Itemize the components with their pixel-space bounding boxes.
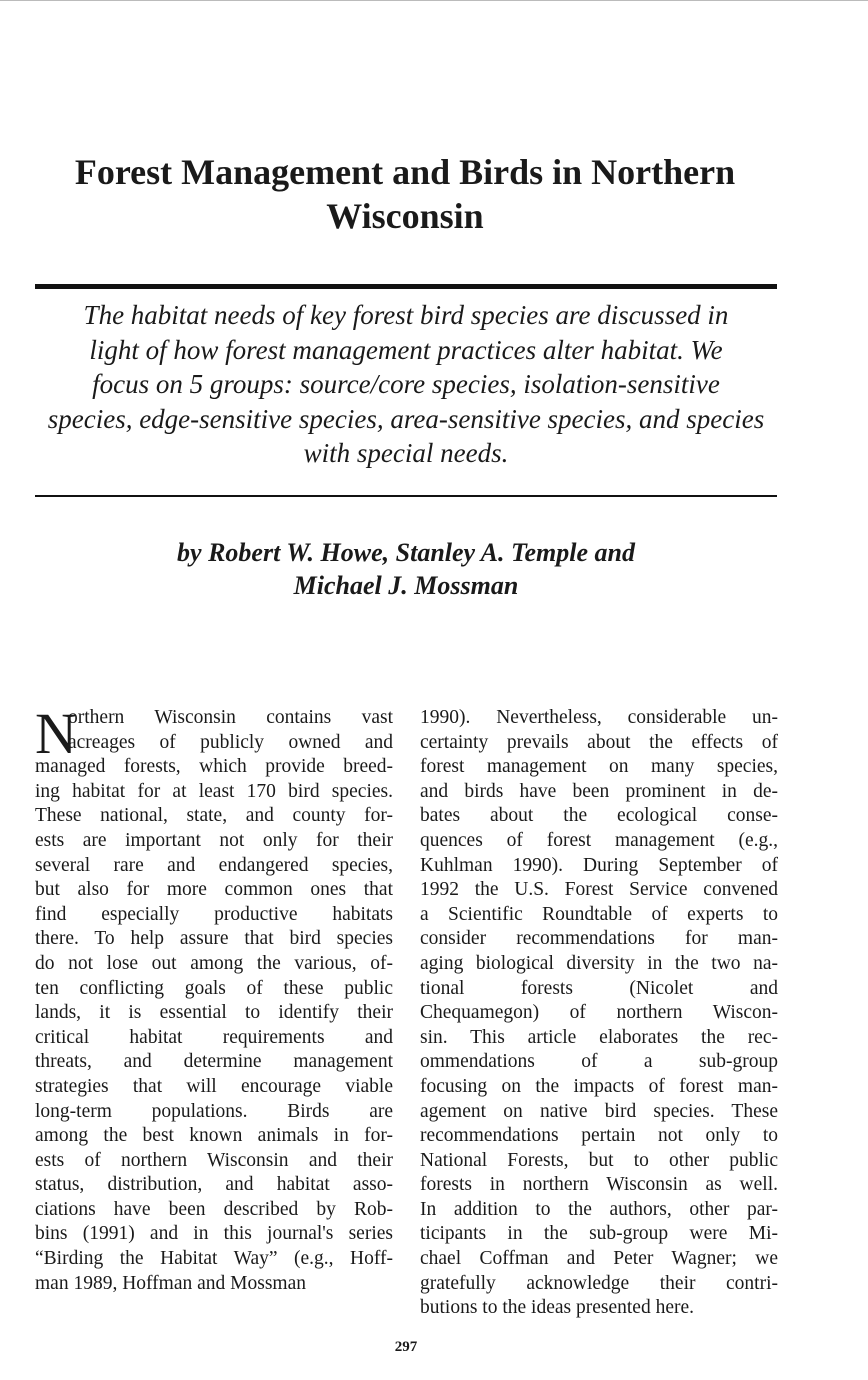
body-text-line: managed forests, which provide breed-	[35, 756, 393, 778]
body-text-line: gratefully acknowledge their contri-	[420, 1272, 778, 1294]
body-text-line: acreages of publicly owned and	[68, 731, 393, 753]
title-line: Forest Management and Birds in Northern	[74, 152, 736, 192]
body-text-line: recommendations pertain not only to	[420, 1125, 778, 1147]
body-text-line: In addition to the authors, other par-	[420, 1198, 778, 1220]
byline-line: Michael J. Mossman	[293, 571, 519, 600]
body-text-line: These national, state, and county for-	[35, 805, 393, 827]
body-text-line: orthern Wisconsin contains vast	[68, 707, 393, 728]
body-text-line: ommendations of a sub-group	[420, 1051, 778, 1073]
body-text-line: chael Coffman and Peter Wagner; we	[420, 1248, 778, 1270]
body-text-line: lands, it is essential to identify their	[35, 1002, 393, 1024]
body-text-line: threats, and determine management	[35, 1051, 393, 1073]
body-text-line: ing habitat for at least 170 bird species.	[35, 780, 393, 802]
body-text-line: sin. This article elaborates the rec-	[420, 1026, 778, 1048]
title-line: Wisconsin	[326, 196, 484, 236]
abstract-line: focus on 5 groups: source/core species, isolation-sensitive	[92, 369, 720, 399]
body-text-line: a Scientific Roundtable of experts to	[420, 903, 778, 925]
body-text-line: tional forests (Nicolet and	[420, 977, 778, 999]
body-text-line: there. To help assure that bird species	[35, 928, 393, 950]
body-text-line: ticipants in the sub-group were Mi-	[420, 1223, 778, 1245]
body-text-line: quences of forest management (e.g.,	[420, 829, 778, 851]
byline-line: by Robert W. Howe, Stanley A. Temple and	[177, 538, 635, 567]
body-text-line: Kuhlman 1990). During September of	[420, 854, 778, 876]
body-text-line: agement on native bird species. These	[420, 1100, 778, 1122]
body-text-line: 1990). Nevertheless, considerable un-	[420, 707, 778, 728]
body-text-line: man 1989, Hoffman and Mossman	[35, 1272, 306, 1294]
page-number: 297	[394, 1339, 418, 1355]
body-text-line: among the best known animals in for-	[35, 1125, 393, 1147]
body-text-line: forest management on many species,	[420, 756, 778, 778]
body-text-line: ests are important not only for their	[35, 829, 393, 851]
body-text-line: do not lose out among the various, of-	[35, 952, 393, 974]
body-column-right	[420, 706, 778, 1321]
body-text-line: National Forests, but to other public	[420, 1149, 778, 1171]
body-text-line: long-term populations. Birds are	[35, 1100, 393, 1122]
body-text-line: several rare and endangered species,	[35, 854, 393, 876]
abstract-line: light of how forest management practices alter habitat. We	[89, 334, 723, 365]
abstract-line: with special needs.	[303, 438, 509, 468]
author-byline	[35, 536, 777, 602]
body-text-line: Chequamegon) of northern Wiscon-	[420, 1002, 778, 1024]
abstract-line: species, edge-sensitive species, area-sensitive species, and species	[47, 403, 765, 434]
body-text-line: ciations have been described by Rob-	[35, 1198, 393, 1220]
body-text-line: status, distribution, and habitat asso-	[35, 1174, 393, 1196]
body-text-line: aging biological diversity in the two na-	[420, 952, 778, 974]
abstract-line: The habitat needs of key forest bird species are discussed in	[83, 300, 729, 330]
drop-cap: N	[35, 701, 77, 766]
article-title	[20, 150, 790, 238]
body-text-line: and birds have been prominent in de-	[420, 780, 778, 802]
body-text-line: butions to the ideas presented here.	[420, 1297, 694, 1319]
body-text-line: consider recommendations for man-	[420, 928, 778, 950]
body-text-line: “Birding the Habitat Way” (e.g., Hoff-	[35, 1248, 393, 1270]
body-text-line: 1992 the U.S. Forest Service convened	[420, 879, 778, 901]
body-text-line: forests in northern Wisconsin as well.	[420, 1174, 778, 1196]
abstract	[32, 298, 780, 471]
body-text-line: bins (1991) and in this journal's series	[35, 1223, 393, 1245]
body-text-line: ests of northern Wisconsin and their	[35, 1149, 393, 1171]
body-text-line: find especially productive habitats	[35, 903, 393, 925]
scan-edge	[0, 0, 868, 1]
divider-thick	[35, 284, 777, 289]
divider-thin	[35, 495, 777, 497]
body-text-line: but also for more common ones that	[35, 879, 393, 901]
body-text-line: bates about the ecological conse-	[420, 805, 778, 827]
body-text-line: ten conflicting goals of these public	[35, 977, 393, 999]
body-text-line: certainty prevails about the effects of	[420, 731, 778, 753]
body-column-left	[35, 701, 393, 1296]
body-text-line: critical habitat requirements and	[35, 1026, 393, 1048]
body-text-line: strategies that will encourage viable	[35, 1075, 393, 1097]
body-text-line: focusing on the impacts of forest man-	[420, 1075, 778, 1097]
